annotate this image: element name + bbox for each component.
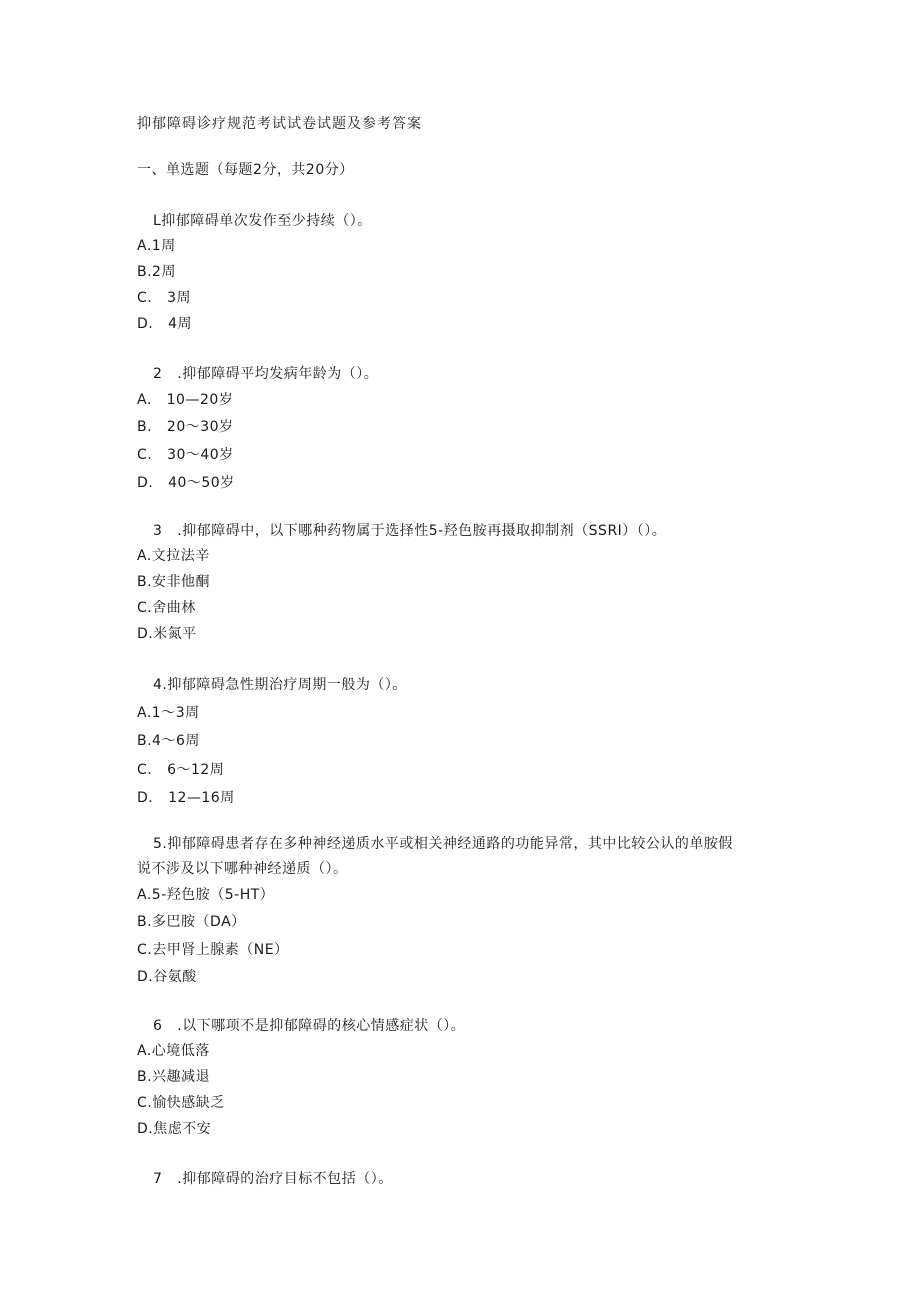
question-4-stem: 4.抑郁障碍急性期治疗周期一般为（）。	[153, 677, 407, 693]
question-5-stem-continued: 说不涉及以下哪种神经递质（）。	[137, 861, 348, 877]
question-1-stem: L抑郁障碍单次发作至少持续（）。	[153, 213, 372, 229]
question-3-option-a: A.文拉法辛	[137, 548, 210, 564]
section-heading: 一、单选题（每题2分，共20分）	[137, 162, 354, 178]
question-3-stem: 3 .抑郁障碍中，以下哪种药物属于选择性5-羟色胺再摄取抑制剂（SSRI）（）。	[153, 523, 667, 539]
question-7-stem: 7 .抑郁障碍的治疗目标不包括（）。	[153, 1171, 393, 1187]
question-5-stem: 5.抑郁障碍患者存在多种神经递质水平或相关神经通路的功能异常，其中比较公认的单胺假	[153, 836, 733, 852]
question-3-option-d: D.米氮平	[137, 626, 197, 642]
question-2-option-b: B. 20～30岁	[137, 419, 234, 435]
question-2-option-c: C. 30～40岁	[137, 447, 234, 463]
question-5-option-d: D.谷氨酸	[137, 969, 197, 985]
question-2-option-d: D. 40～50岁	[137, 475, 235, 491]
question-1-option-a: A.1周	[137, 238, 176, 254]
question-6-option-d: D.焦虑不安	[137, 1121, 212, 1137]
question-4-option-b: B.4～6周	[137, 733, 200, 749]
question-6-option-a: A.心境低落	[137, 1043, 210, 1059]
question-1-option-d: D. 4周	[137, 316, 192, 332]
question-4-option-c: C. 6～12周	[137, 762, 225, 778]
question-6-option-b: B.兴趣减退	[137, 1069, 211, 1085]
question-3-option-b: B.安非他酮	[137, 574, 211, 590]
question-1-option-c: C. 3周	[137, 290, 191, 306]
question-1-option-b: B.2周	[137, 264, 176, 280]
document-title: 抑郁障碍诊疗规范考试试卷试题及参考答案	[137, 116, 422, 132]
question-5-option-a: A.5-羟色胺（5-HT）	[137, 887, 275, 903]
question-2-stem: 2 .抑郁障碍平均发病年龄为（）。	[153, 366, 379, 382]
question-6-stem: 6 .以下哪项不是抑郁障碍的核心情感症状（）。	[153, 1018, 466, 1034]
question-4-option-d: D. 12—16周	[137, 790, 235, 806]
question-4-option-a: A.1～3周	[137, 705, 200, 721]
question-5-option-b: B.多巴胺（DA）	[137, 914, 246, 930]
question-5-option-c: C.去甲肾上腺素（NE）	[137, 942, 289, 958]
question-2-option-a: A. 10—20岁	[137, 392, 234, 408]
question-3-option-c: C.舍曲林	[137, 600, 196, 616]
question-6-option-c: C.愉快感缺乏	[137, 1095, 225, 1111]
